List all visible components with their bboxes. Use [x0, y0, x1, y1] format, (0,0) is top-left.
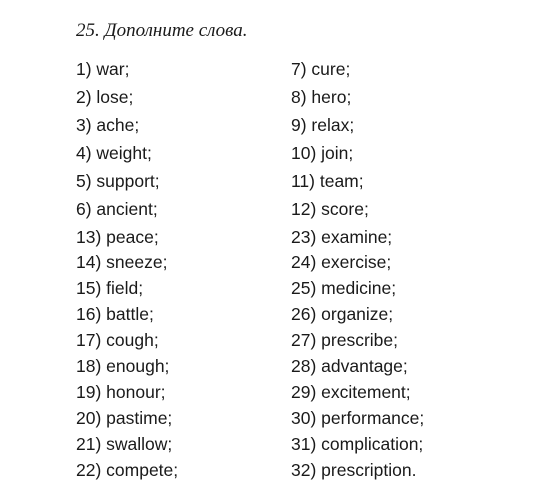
list-item: 28) advantage;: [291, 356, 408, 377]
list-item: 17) cough;: [76, 330, 159, 351]
list-item: 24) exercise;: [291, 252, 392, 273]
list-item: 8) hero;: [291, 87, 352, 108]
list-item: 27) prescribe;: [291, 330, 398, 351]
list-item: 5) support;: [76, 171, 160, 192]
list-item: 16) battle;: [76, 304, 154, 325]
list-item: 20) pastime;: [76, 407, 173, 428]
list-item: 19) honour;: [76, 381, 166, 402]
list-item: 10) join;: [291, 143, 354, 164]
list-item: 14) sneeze;: [76, 252, 168, 273]
list-item: 23) examine;: [291, 226, 393, 247]
list-item: 25) medicine;: [291, 278, 397, 299]
list-item: 13) peace;: [76, 226, 159, 247]
list-item: 9) relax;: [291, 115, 355, 136]
list-item: 4) weight;: [76, 143, 152, 164]
list-item: 12) score;: [291, 199, 369, 220]
list-item: 1) war;: [76, 59, 130, 79]
list-item: 7) cure;: [291, 59, 351, 79]
list-item: 18) enough;: [76, 356, 170, 377]
list-item: 2) lose;: [76, 87, 134, 108]
list-item: 31) complication;: [291, 433, 424, 454]
word-list-left: [76, 55, 178, 482]
list-item: 15) field;: [76, 278, 144, 299]
list-item: 21) swallow;: [76, 433, 173, 454]
list-item: 11) team;: [291, 171, 364, 192]
list-item: 32) prescription.: [291, 459, 417, 480]
list-item: 30) performance;: [291, 407, 425, 428]
list-item: 6) ancient;: [76, 199, 158, 220]
list-item: 29) excitement;: [291, 381, 411, 402]
list-item: 3) ache;: [76, 115, 140, 136]
exercise-title: 25. Дополните слова.: [76, 20, 248, 41]
list-item: 26) organize;: [291, 304, 394, 325]
list-item: 22) compete;: [76, 459, 179, 480]
word-list-right: [291, 55, 424, 482]
